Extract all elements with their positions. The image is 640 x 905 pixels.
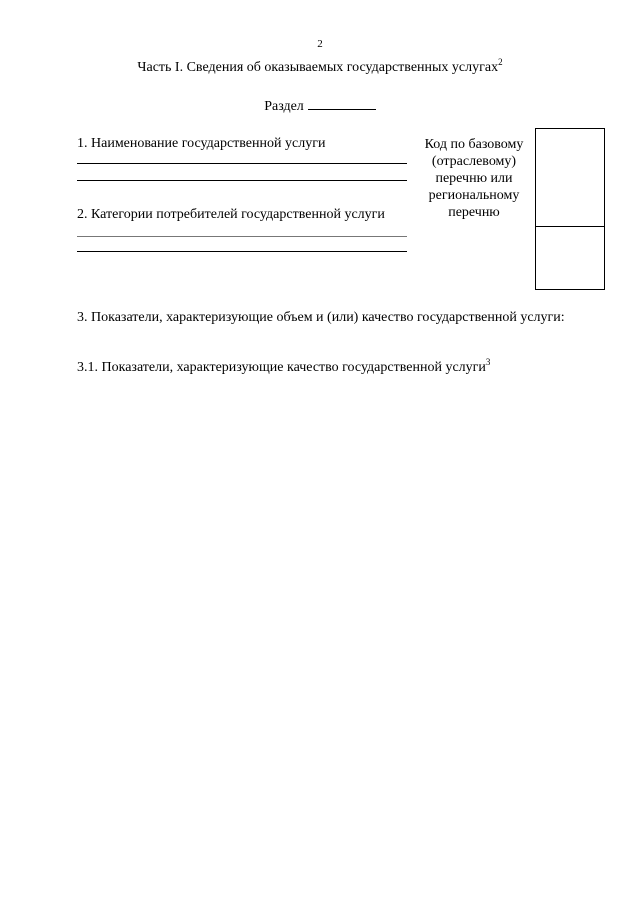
service-name-line-2[interactable]: [77, 180, 407, 181]
code-box-divider: [536, 226, 604, 227]
section-number-blank[interactable]: [308, 97, 376, 110]
code-box-label: Код по базовому (отраслевому) перечню или региональному перечню: [424, 137, 524, 220]
consumers-line-2[interactable]: [77, 251, 407, 252]
section-line: [0, 97, 640, 115]
quality-indicators-footnote: 3: [485, 357, 491, 367]
indicators-heading: 3. Показатели, характеризующие объем и (или) качество государственной услуги:: [77, 310, 565, 325]
quality-indicators-heading: [77, 357, 491, 376]
part-title-footnote: 2: [498, 57, 503, 67]
quality-indicators-text: 3.1. Показатели, характеризующие качество государственной услуги: [77, 360, 486, 375]
consumers-line-1[interactable]: [77, 236, 407, 237]
section-label: Раздел: [264, 99, 304, 114]
part-title: [0, 57, 640, 76]
consumers-label: 2. Категории потребителей государственной услуги: [77, 207, 385, 222]
page-number: 2: [317, 38, 323, 50]
part-title-text: Часть I. Сведения об оказываемых государственных услугах: [137, 60, 499, 75]
service-name-line-1[interactable]: [77, 163, 407, 164]
code-box[interactable]: [535, 128, 605, 290]
service-name-label: 1. Наименование государственной услуги: [77, 136, 326, 151]
